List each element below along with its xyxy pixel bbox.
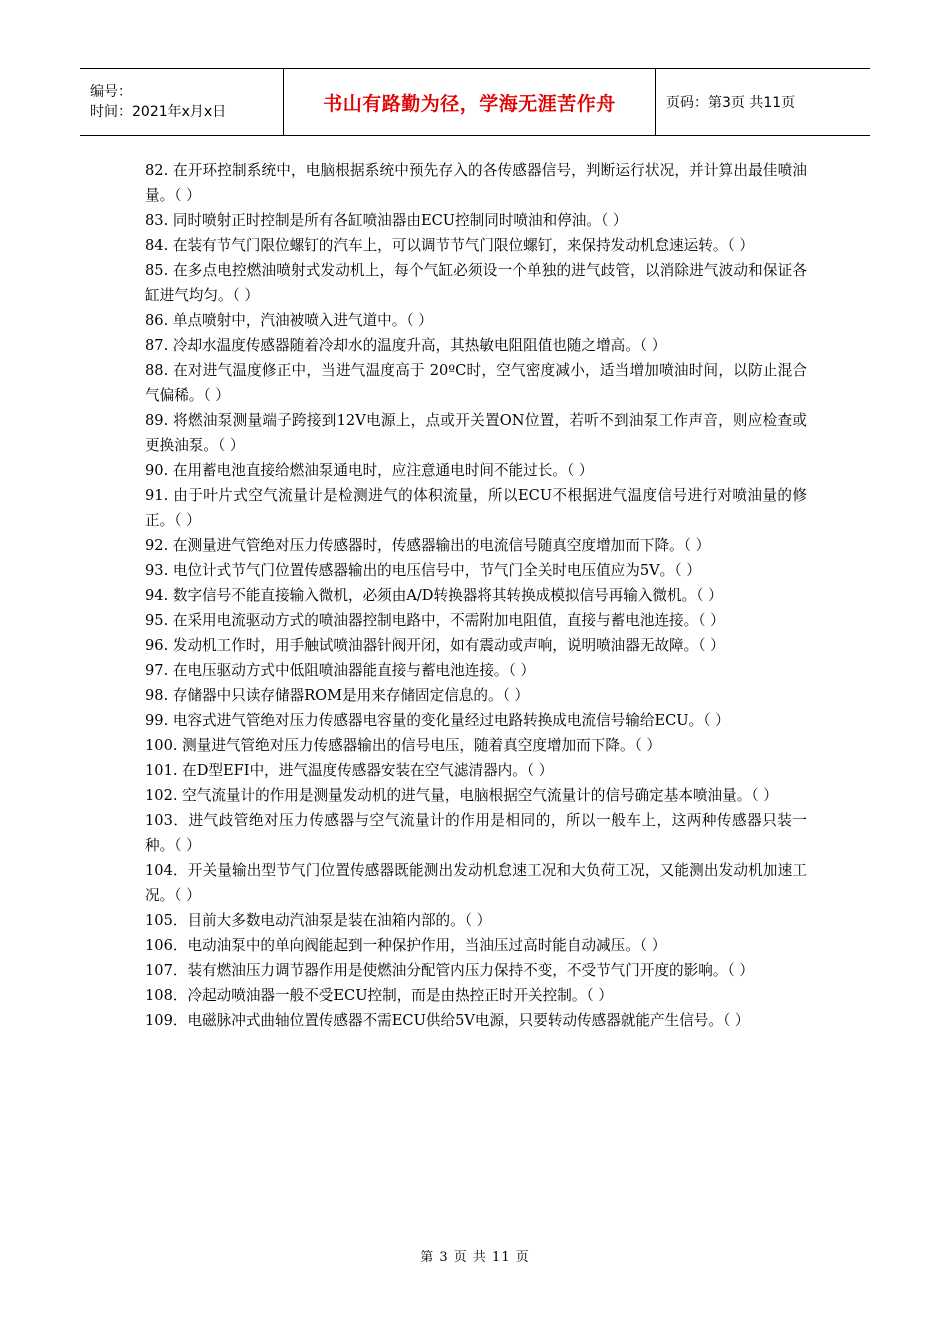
question-item: 102. 空气流量计的作用是测量发动机的进气量，电脑根据空气流量计的信号确定基本喷油量。（ ） [145, 787, 778, 804]
question-item: 100. 测量进气管绝对压力传感器输出的信号电压，随着真空度增加而下降。（ ） [145, 737, 662, 754]
question-item: 86. 单点喷射中，汽油被喷入进气道中。（ ） [145, 312, 433, 329]
question-item: 93. 电位计式节气门位置传感器输出的电压信号中，节气门全关时电压值应为5V。（ ） [145, 562, 701, 579]
number-label: 编号： [90, 84, 132, 100]
question-item: 85. 在多点电控燃油喷射式发动机上，每个气缸必须设一个单独的进气歧管，以消除进气波动和保证各缸进气均匀。（ ） [145, 262, 807, 304]
question-item: 92. 在测量进气管绝对压力传感器时，传感器输出的电流信号随真空度增加而下降。（ ） [145, 537, 711, 554]
time-label: 时间：2021年x月x日 [90, 104, 227, 120]
question-item: 106．电动油泵中的单向阀能起到一种保护作用，当油压过高时能自动减压。（ ） [145, 937, 667, 954]
header-page-code-cell [656, 69, 870, 135]
motto: 书山有路勤为径，学海无涯苦作舟 [323, 92, 616, 115]
question-item: 101. 在D型EFI中，进气温度传感器安装在空气滤清器内。（ ） [145, 762, 554, 779]
question-item: 88. 在对进气温度修正中，当进气温度高于 20ºC时，空气密度减小，适当增加喷油时间，以防止混合气偏稀。（ ） [145, 362, 807, 404]
question-item: 87. 冷却水温度传感器随着冷却水的温度升高，其热敏电阻阻值也随之增高。（ ） [145, 337, 667, 354]
question-item: 83. 同时喷射正时控制是所有各缸喷油器由ECU控制同时喷油和停油。（ ） [145, 212, 628, 229]
page-footer: 第 3 页 共 11 页 [420, 1250, 530, 1265]
question-item: 95. 在采用电流驱动方式的喷油器控制电路中，不需附加电阻值，直接与蓄电池连接。（ ） [145, 612, 725, 629]
question-item: 99. 电容式进气管绝对压力传感器电容量的变化量经过电路转换成电流信号输给ECU。（ ） [145, 712, 730, 729]
question-item: 97. 在电压驱动方式中低阻喷油器能直接与蓄电池连接。（ ） [145, 662, 536, 679]
question-item: 98. 存储器中只读存储器ROM是用来存储固定信息的。（ ） [145, 687, 530, 704]
question-item: 103．进气歧管绝对压力传感器与空气流量计的作用是相同的，所以一般车上，这两种传感器只装一种。（ ） [145, 812, 807, 854]
page-header [80, 68, 870, 136]
question-item: 82. 在开环控制系统中，电脑根据系统中预先存入的各传感器信号，判断运行状况，并计算出最佳喷油量。（ ） [145, 162, 807, 204]
question-list [145, 158, 807, 1033]
header-meta [80, 69, 284, 135]
header-motto-cell [284, 69, 656, 135]
question-item: 105．目前大多数电动汽油泵是装在油箱内部的。（ ） [145, 912, 492, 929]
question-item: 104．开关量输出型节气门位置传感器既能测出发动机怠速工况和大负荷工况，又能测出发动机加速工况。（ ） [145, 862, 807, 904]
question-item: 90. 在用蓄电池直接给燃油泵通电时，应注意通电时间不能过长。（ ） [145, 462, 594, 479]
question-item: 96. 发动机工作时，用手触试喷油器针阀开闭，如有震动或声响，说明喷油器无故障。（ ） [145, 637, 725, 654]
question-item: 84. 在装有节气门限位螺钉的汽车上，可以调节节气门限位螺钉，来保持发动机怠速运转。（ ） [145, 237, 754, 254]
question-item: 108．冷起动喷油器一般不受ECU控制，而是由热控正时开关控制。（ ） [145, 987, 613, 1004]
question-item: 107．装有燃油压力调节器作用是使燃油分配管内压力保持不变，不受节气门开度的影响。（ ） [145, 962, 754, 979]
page-code: 页码：第3页 共11页 [666, 95, 796, 111]
question-item: 109．电磁脉冲式曲轴位置传感器不需ECU供给5V电源，只要转动传感器就能产生信号。（ ） [145, 1012, 750, 1029]
question-item: 89. 将燃油泵测量端子跨接到12V电源上，点或开关置ON位置，若听不到油泵工作声音，则应检查或更换油泵。（ ） [145, 412, 807, 454]
question-item: 94. 数字信号不能直接输入微机，必须由A/D转换器将其转换成模拟信号再输入微机。（ ） [145, 587, 723, 604]
question-item: 91. 由于叶片式空气流量计是检测进气的体积流量，所以ECU不根据进气温度信号进行对喷油量的修正。（ ） [145, 487, 807, 529]
